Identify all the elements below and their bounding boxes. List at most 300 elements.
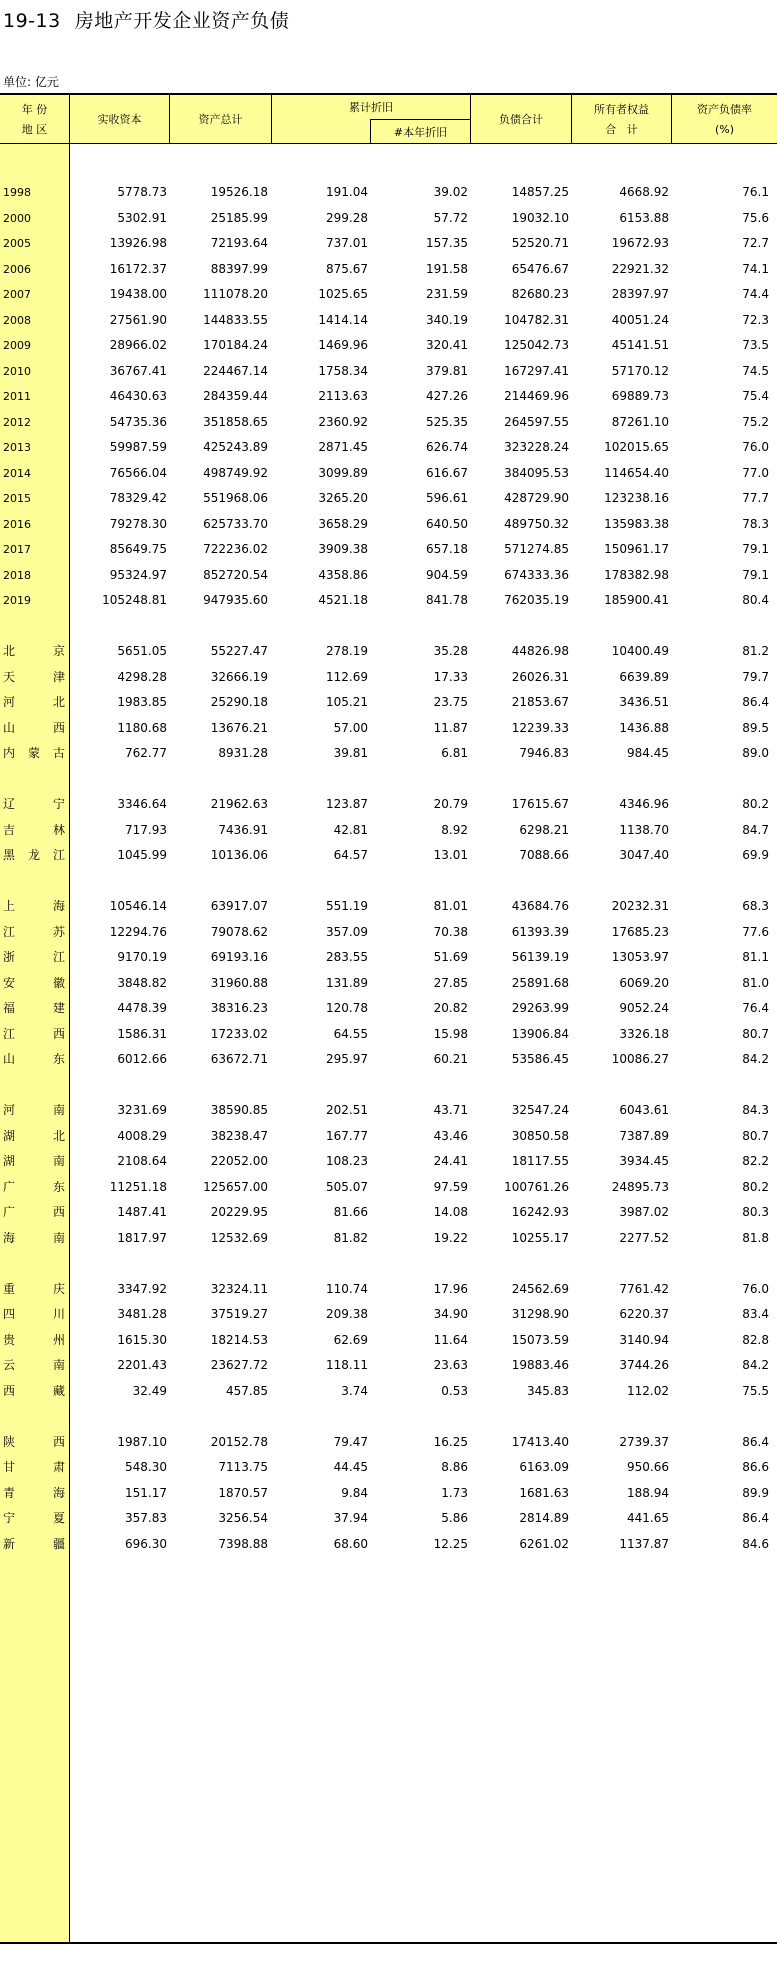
total-liabilities-cell: 21853.67 [511,695,569,709]
debt-ratio-cell: 84.7 [742,822,769,837]
header-debt-ratio-line1: 资产负债率 [697,102,752,116]
owners-equity-cell: 19672.93 [611,236,669,250]
paid-in-capital-cell: 46430.63 [109,389,167,403]
owners-equity-cell: 150961.17 [604,542,669,556]
row-label: 青海 [3,1485,65,1500]
debt-ratio-cell: 72.7 [742,236,769,250]
paid-in-capital-cell: 32.49 [132,1383,167,1398]
header-paid-in-capital: 实收资本 [97,112,142,126]
accum-depreciation-cell: 64.55 [333,1026,368,1041]
current-year-depreciation-cell: 23.63 [433,1358,468,1372]
owners-equity-cell: 40051.24 [611,312,669,327]
total-assets-cell: 7398.88 [218,1536,268,1551]
current-year-depreciation-cell: 14.08 [433,1205,468,1219]
debt-ratio-cell: 75.2 [742,414,769,429]
total-liabilities-cell: 674333.36 [504,567,569,582]
row-label: 辽宁 [3,797,65,811]
total-liabilities-cell: 214469.96 [504,389,569,403]
accum-depreciation-cell: 4358.86 [318,567,368,582]
accum-depreciation-cell: 79.47 [333,1434,368,1449]
debt-ratio-cell: 78.3 [742,516,769,531]
total-assets-cell: 79078.62 [210,924,268,939]
owners-equity-cell: 102015.65 [604,440,669,454]
accum-depreciation-cell: 1469.96 [318,338,368,352]
paid-in-capital-cell: 1983.85 [117,695,167,709]
accum-depreciation-cell: 2113.63 [318,389,368,403]
owners-equity-cell: 185900.41 [604,593,669,607]
owners-equity-cell: 13053.97 [611,950,669,964]
accum-depreciation-cell: 4521.18 [318,593,368,607]
current-year-depreciation-cell: 17.33 [433,669,468,684]
total-liabilities-cell: 7088.66 [519,848,569,862]
row-label: 2013 [3,441,31,454]
current-year-depreciation-cell: 39.02 [433,185,468,199]
debt-ratio-cell: 75.6 [742,210,769,225]
owners-equity-cell: 3744.26 [619,1358,669,1372]
header-accum-depreciation: 累计折旧 [349,101,393,114]
paid-in-capital-cell: 10546.14 [109,899,167,913]
total-liabilities-cell: 29263.99 [511,1001,569,1015]
paid-in-capital-cell: 1987.10 [117,1434,167,1449]
accum-depreciation-cell: 42.81 [333,822,368,837]
total-liabilities-cell: 7946.83 [519,746,569,760]
paid-in-capital-cell: 27561.90 [109,312,167,327]
paid-in-capital-cell: 4298.28 [117,669,167,684]
total-liabilities-cell: 345.83 [527,1383,569,1398]
debt-ratio-cell: 74.1 [742,261,769,276]
total-assets-cell: 144833.55 [203,312,268,327]
total-assets-cell: 38238.47 [210,1128,268,1143]
paid-in-capital-cell: 95324.97 [109,567,167,582]
row-label: 2008 [3,313,31,327]
debt-ratio-cell: 77.6 [742,924,769,939]
total-assets-cell: 3256.54 [218,1511,268,1525]
row-label: 河南 [3,1103,65,1117]
current-year-depreciation-cell: 24.41 [433,1154,468,1168]
total-liabilities-cell: 52520.71 [511,236,569,250]
owners-equity-cell: 22921.32 [611,261,669,276]
row-label: 吉林 [3,822,65,837]
year-row [0,585,777,616]
current-year-depreciation-cell: 57.72 [433,210,468,225]
accum-depreciation-cell: 9.84 [341,1485,368,1500]
accum-depreciation-cell: 44.45 [333,1460,368,1474]
paid-in-capital-cell: 28966.02 [109,338,167,352]
current-year-depreciation-cell: 70.38 [433,924,468,939]
total-assets-cell: 10136.06 [210,848,268,862]
current-year-depreciation-cell: 427.26 [426,389,468,403]
accum-depreciation-cell: 57.00 [333,720,368,735]
total-liabilities-cell: 61393.39 [511,924,569,939]
total-liabilities-cell: 44826.98 [511,644,569,658]
accum-depreciation-cell: 108.23 [326,1154,368,1168]
total-liabilities-cell: 384095.53 [504,465,569,480]
current-year-depreciation-cell: 81.01 [433,899,468,913]
total-assets-cell: 63917.07 [210,899,268,913]
header-debt-ratio-line2: (%) [714,122,735,136]
current-year-depreciation-cell: 13.01 [433,848,468,862]
page-title [3,6,289,33]
row-label: 上海 [3,899,65,913]
total-liabilities-cell: 19032.10 [511,210,569,225]
accum-depreciation-cell: 120.78 [326,1001,368,1015]
paid-in-capital-cell: 3481.28 [117,1307,167,1321]
owners-equity-cell: 2277.52 [619,1230,669,1245]
total-assets-cell: 125657.00 [203,1179,268,1194]
paid-in-capital-cell: 151.17 [125,1485,167,1500]
row-label: 广西 [3,1205,65,1219]
accum-depreciation-cell: 299.28 [326,210,368,225]
owners-equity-cell: 984.45 [627,746,669,760]
debt-ratio-cell: 80.7 [742,1128,769,1143]
paid-in-capital-cell: 19438.00 [109,287,167,301]
current-year-depreciation-cell: 8.86 [441,1460,468,1474]
accum-depreciation-cell: 112.69 [326,669,368,684]
debt-ratio-cell: 81.1 [742,950,769,964]
table-header [0,93,777,144]
total-liabilities-cell: 18117.55 [511,1154,569,1168]
paid-in-capital-cell: 5651.05 [117,644,167,658]
owners-equity-cell: 112.02 [627,1383,669,1398]
region-row [0,840,777,871]
debt-ratio-cell: 76.0 [742,1281,769,1296]
debt-ratio-cell: 76.1 [742,185,769,199]
accum-depreciation-cell: 191.04 [326,185,368,199]
row-label: 山东 [3,1052,65,1066]
total-assets-cell: 20152.78 [210,1434,268,1449]
current-year-depreciation-cell: 320.41 [426,338,468,352]
total-assets-cell: 32324.11 [210,1281,268,1296]
current-year-depreciation-cell: 43.46 [433,1128,468,1143]
debt-ratio-cell: 80.2 [742,797,769,811]
accum-depreciation-cell: 278.19 [326,644,368,658]
paid-in-capital-cell: 3347.92 [117,1281,167,1296]
debt-ratio-cell: 75.5 [742,1383,769,1398]
debt-ratio-cell: 86.4 [742,1511,769,1525]
row-label: 山西 [3,720,65,735]
owners-equity-cell: 3047.40 [619,848,669,862]
total-assets-cell: 425243.89 [203,440,268,454]
accum-depreciation-cell: 131.89 [326,975,368,990]
total-assets-cell: 111078.20 [203,287,268,301]
current-year-depreciation-cell: 6.81 [441,746,468,760]
paid-in-capital-cell: 59987.59 [109,440,167,454]
current-year-depreciation-cell: 231.59 [426,287,468,301]
total-liabilities-cell: 82680.23 [511,287,569,301]
row-label: 福建 [3,1001,65,1015]
total-liabilities-cell: 26026.31 [511,669,569,684]
debt-ratio-cell: 82.8 [742,1332,769,1347]
debt-ratio-cell: 79.1 [742,542,769,556]
current-year-depreciation-cell: 97.59 [433,1179,468,1194]
header-current-year-depreciation: #本年折旧 [393,126,448,139]
accum-depreciation-cell: 551.19 [326,899,368,913]
debt-ratio-cell: 74.5 [742,363,769,378]
row-label: 内蒙古 [3,746,65,760]
debt-ratio-cell: 83.4 [742,1307,769,1321]
total-assets-cell: 284359.44 [203,389,268,403]
total-liabilities-cell: 2814.89 [519,1511,569,1525]
owners-equity-cell: 6153.88 [619,210,669,225]
total-assets-cell: 23627.72 [210,1358,268,1372]
debt-ratio-cell: 89.0 [742,746,769,760]
row-label: 2011 [3,390,31,403]
total-liabilities-cell: 100761.26 [504,1179,569,1194]
header-stub-year: 年 份 [21,102,48,116]
accum-depreciation-cell: 81.82 [333,1230,368,1245]
total-assets-cell: 72193.64 [210,236,268,250]
header-stub-region: 地 区 [21,122,48,136]
row-label: 四川 [3,1307,65,1321]
accum-depreciation-cell: 37.94 [333,1511,368,1525]
total-liabilities-cell: 30850.58 [511,1128,569,1143]
accum-depreciation-cell: 68.60 [333,1536,368,1551]
total-assets-cell: 19526.18 [210,185,268,199]
header-debt-ratio [672,95,777,144]
row-label: 江西 [3,1026,65,1041]
owners-equity-cell: 20232.31 [611,899,669,913]
current-year-depreciation-cell: 16.25 [433,1434,468,1449]
total-assets-cell: 8931.28 [218,746,268,760]
debt-ratio-cell: 76.4 [742,1001,769,1015]
total-assets-cell: 38316.23 [210,1001,268,1015]
current-year-depreciation-cell: 19.22 [433,1230,468,1245]
accum-depreciation-cell: 64.57 [333,848,368,862]
owners-equity-cell: 10400.49 [611,644,669,658]
total-assets-cell: 18214.53 [210,1332,268,1347]
owners-equity-cell: 123238.16 [604,491,669,505]
row-label: 2009 [3,339,31,352]
total-liabilities-cell: 14857.25 [511,185,569,199]
total-liabilities-cell: 16242.93 [511,1205,569,1219]
total-assets-cell: 25185.99 [210,210,268,225]
paid-in-capital-cell: 105248.81 [102,593,167,607]
total-liabilities-cell: 17615.67 [511,797,569,811]
total-liabilities-cell: 6163.09 [519,1460,569,1474]
row-label: 贵州 [3,1332,65,1347]
paid-in-capital-cell: 717.93 [125,822,167,837]
current-year-depreciation-cell: 8.92 [441,822,468,837]
total-liabilities-cell: 323228.24 [504,440,569,454]
current-year-depreciation-cell: 904.59 [426,567,468,582]
total-liabilities-cell: 25891.68 [511,975,569,990]
total-assets-cell: 170184.24 [203,338,268,352]
owners-equity-cell: 3934.45 [619,1154,669,1168]
paid-in-capital-cell: 11251.18 [109,1179,167,1194]
paid-in-capital-cell: 1180.68 [117,720,167,735]
owners-equity-cell: 28397.97 [611,287,669,301]
owners-equity-cell: 2739.37 [619,1434,669,1449]
total-assets-cell: 22052.00 [210,1154,268,1168]
debt-ratio-cell: 73.5 [742,338,769,352]
current-year-depreciation-cell: 20.82 [433,1001,468,1015]
debt-ratio-cell: 75.4 [742,389,769,403]
debt-ratio-cell: 69.9 [742,848,769,862]
accum-depreciation-cell: 3099.89 [318,465,368,480]
owners-equity-cell: 3326.18 [619,1026,669,1041]
row-label: 陕西 [3,1434,65,1449]
row-label: 新疆 [3,1536,65,1551]
total-liabilities-cell: 53586.45 [511,1052,569,1066]
current-year-depreciation-cell: 11.64 [433,1332,468,1347]
row-label: 北京 [3,644,65,658]
row-label: 2017 [3,543,31,556]
total-liabilities-cell: 13906.84 [511,1026,569,1041]
owners-equity-cell: 3140.94 [619,1332,669,1347]
total-liabilities-cell: 24562.69 [511,1281,569,1296]
paid-in-capital-cell: 3346.64 [117,797,167,811]
paid-in-capital-cell: 79278.30 [109,516,167,531]
current-year-depreciation-cell: 525.35 [426,414,468,429]
owners-equity-cell: 6069.20 [619,975,669,990]
owners-equity-cell: 1436.88 [619,720,669,735]
current-year-depreciation-cell: 596.61 [426,491,468,505]
total-assets-cell: 351858.65 [203,414,268,429]
paid-in-capital-cell: 696.30 [125,1536,167,1551]
row-label: 2005 [3,237,31,250]
table-bottom-rule [0,1942,777,1944]
total-liabilities-cell: 65476.67 [511,261,569,276]
row-label: 海南 [3,1230,65,1245]
current-year-depreciation-cell: 12.25 [433,1536,468,1551]
paid-in-capital-cell: 1615.30 [117,1332,167,1347]
accum-depreciation-cell: 123.87 [326,797,368,811]
row-label: 1998 [3,186,31,199]
current-year-depreciation-cell: 657.18 [426,542,468,556]
total-assets-cell: 498749.92 [203,465,268,480]
data-table [0,93,777,1944]
total-liabilities-cell: 167297.41 [504,363,569,378]
owners-equity-cell: 7387.89 [619,1128,669,1143]
debt-ratio-cell: 84.2 [742,1358,769,1372]
paid-in-capital-cell: 1045.99 [117,848,167,862]
paid-in-capital-cell: 1487.41 [117,1205,167,1219]
header-total-liabilities: 负债合计 [499,112,543,126]
debt-ratio-cell: 79.7 [742,669,769,684]
debt-ratio-cell: 86.4 [742,1434,769,1449]
current-year-depreciation-cell: 5.86 [441,1511,468,1525]
accum-depreciation-cell: 3909.38 [318,542,368,556]
paid-in-capital-cell: 6012.66 [117,1052,167,1066]
total-liabilities-cell: 56139.19 [511,950,569,964]
table-title: 房地产开发企业资产负债 [74,10,290,32]
header-owners-equity [572,95,671,144]
debt-ratio-cell: 86.6 [742,1460,769,1474]
debt-ratio-cell: 79.1 [742,567,769,582]
debt-ratio-cell: 80.2 [742,1179,769,1194]
total-assets-cell: 37519.27 [210,1307,268,1321]
total-assets-cell: 852720.54 [203,567,268,582]
owners-equity-cell: 188.94 [627,1485,669,1500]
paid-in-capital-cell: 3848.82 [117,975,167,990]
current-year-depreciation-cell: 15.98 [433,1026,468,1041]
owners-equity-cell: 3436.51 [619,695,669,709]
total-assets-cell: 625733.70 [203,516,268,531]
unit-label: 单位: 亿元 [3,75,59,89]
row-label: 2014 [3,466,31,480]
debt-ratio-cell: 82.2 [742,1154,769,1168]
paid-in-capital-cell: 78329.42 [109,491,167,505]
owners-equity-cell: 6639.89 [619,669,669,684]
total-assets-cell: 69193.16 [210,950,268,964]
accum-depreciation-cell: 357.09 [326,924,368,939]
row-label: 2010 [3,364,31,378]
current-year-depreciation-cell: 616.67 [426,465,468,480]
owners-equity-cell: 69889.73 [611,389,669,403]
total-assets-cell: 17233.02 [210,1026,268,1041]
accum-depreciation-cell: 2871.45 [318,440,368,454]
owners-equity-cell: 10086.27 [611,1052,669,1066]
total-assets-cell: 7436.91 [218,822,268,837]
paid-in-capital-cell: 4478.39 [117,1001,167,1015]
debt-ratio-cell: 80.3 [742,1205,769,1219]
owners-equity-cell: 6220.37 [619,1307,669,1321]
total-assets-cell: 32666.19 [210,669,268,684]
current-year-depreciation-cell: 1.73 [441,1485,468,1500]
total-assets-cell: 20229.95 [210,1205,268,1219]
total-liabilities-cell: 31298.90 [511,1307,569,1321]
owners-equity-cell: 7761.42 [619,1281,669,1296]
owners-equity-cell: 57170.12 [611,363,669,378]
row-label: 2015 [3,492,31,505]
row-label: 云南 [3,1358,65,1372]
accum-depreciation-cell: 3.74 [341,1383,368,1398]
row-label: 2000 [3,211,31,225]
paid-in-capital-cell: 13926.98 [109,236,167,250]
total-liabilities-cell: 125042.73 [504,338,569,352]
total-liabilities-cell: 489750.32 [504,516,569,531]
current-year-depreciation-cell: 640.50 [426,516,468,531]
total-assets-cell: 38590.85 [210,1103,268,1117]
current-year-depreciation-cell: 841.78 [426,593,468,607]
current-year-depreciation-cell: 51.69 [433,950,468,964]
paid-in-capital-cell: 3231.69 [117,1103,167,1117]
accum-depreciation-cell: 295.97 [326,1052,368,1066]
total-liabilities-cell: 6298.21 [519,822,569,837]
row-label: 江苏 [3,924,65,939]
accum-depreciation-cell: 1025.65 [318,287,368,301]
owners-equity-cell: 6043.61 [619,1103,669,1117]
current-year-depreciation-cell: 157.35 [426,236,468,250]
row-label: 2018 [3,568,31,582]
owners-equity-cell: 4668.92 [619,185,669,199]
debt-ratio-cell: 81.0 [742,975,769,990]
row-label: 甘肃 [3,1460,65,1474]
row-label: 西藏 [3,1383,65,1398]
paid-in-capital-cell: 16172.37 [109,261,167,276]
total-liabilities-cell: 1681.63 [519,1485,569,1500]
owners-equity-cell: 950.66 [627,1460,669,1474]
accum-depreciation-cell: 110.74 [326,1281,368,1296]
owners-equity-cell: 441.65 [627,1511,669,1525]
debt-ratio-cell: 89.9 [742,1485,769,1500]
total-liabilities-cell: 19883.46 [511,1358,569,1372]
total-liabilities-cell: 43684.76 [511,899,569,913]
total-liabilities-cell: 17413.40 [511,1434,569,1449]
accum-depreciation-cell: 39.81 [333,746,368,760]
total-liabilities-cell: 571274.85 [504,542,569,556]
total-assets-cell: 21962.63 [210,797,268,811]
current-year-depreciation-cell: 191.58 [426,261,468,276]
owners-equity-cell: 135983.38 [604,516,669,531]
row-label: 黑龙江 [3,848,65,862]
debt-ratio-cell: 84.6 [742,1536,769,1551]
row-label: 湖南 [3,1154,65,1168]
paid-in-capital-cell: 85649.75 [109,542,167,556]
current-year-depreciation-cell: 626.74 [426,440,468,454]
total-assets-cell: 7113.75 [218,1460,268,1474]
table-number: 19-13 [3,10,61,32]
